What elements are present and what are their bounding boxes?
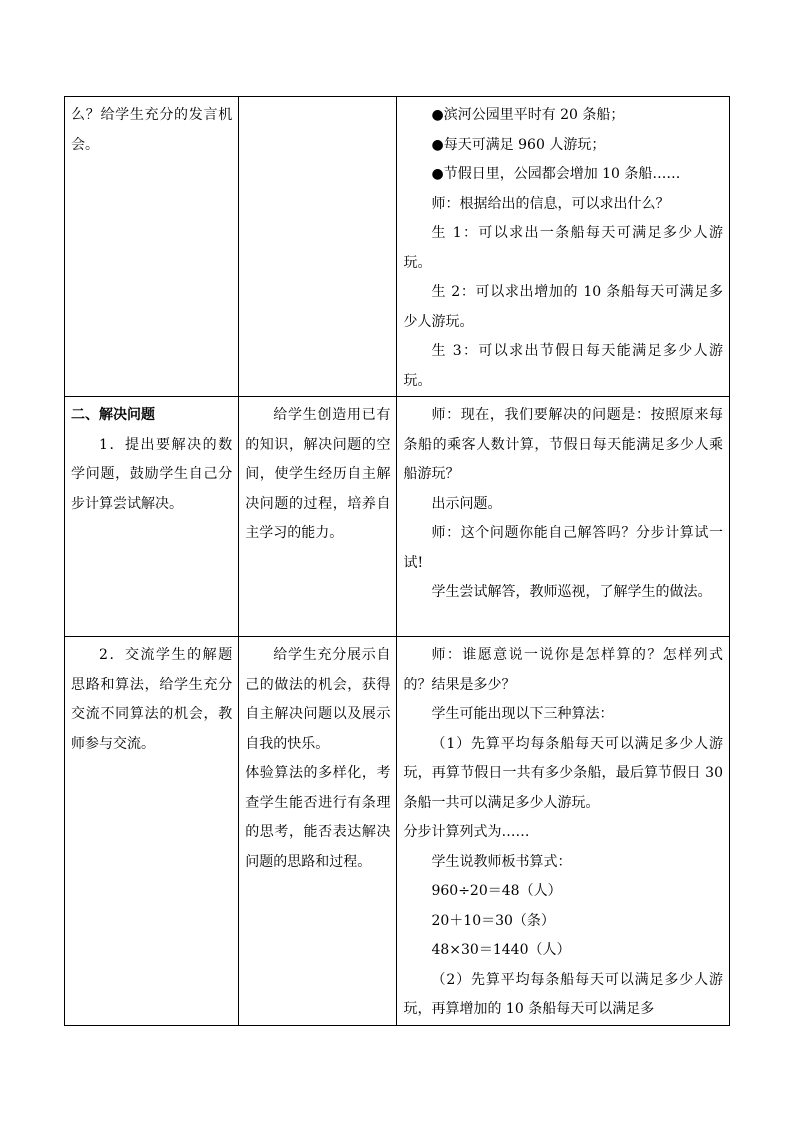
process-text: 学生可能出现以下三种算法： — [431, 706, 614, 722]
process-text: 生 2：可以求出增加的 10 条船每天可满足多少人游玩。 — [403, 284, 723, 330]
equation-text: 960÷20＝48（人） — [431, 883, 562, 899]
process-text: 学生尝试解答，教师巡视，了解学生的做法。 — [431, 584, 712, 600]
activity-text: 2．交流学生的解题思路和算法，给学生充分交流不同算法的机会，教师参与交流。 — [71, 647, 233, 752]
process-text: ●节假日里，公园都会增加 10 条船…… — [431, 166, 681, 182]
equation-text: 48×30＝1440（人） — [431, 942, 571, 958]
intent-cell — [239, 97, 397, 397]
process-text: 师：谁愿意说一说你是怎样算的？怎样列式的？结果是多少？ — [403, 647, 723, 693]
process-text: （1）先算平均每条船每天可以满足多少人游玩，再算节假日一共有多少条船，最后算节假日 30 条船一共可以满足多少人游玩。 — [403, 735, 723, 811]
process-text: 分步计算列式为…… — [403, 824, 530, 840]
process-text: 师：现在，我们要解决的问题是：按照原来每条船的乘客人数计算，节假日每天能满足多少人乘船游玩？ — [403, 407, 723, 482]
intent-text: 体验算法的多样化，考查学生能否进行有条理的思考，能否表达解决问题的思路和过程。 — [245, 765, 391, 870]
process-text: 师：根据给出的信息，可以求出什么？ — [431, 195, 670, 212]
lesson-plan-table — [64, 96, 730, 1026]
process-text: 师：这个问题你能自己解答吗？分步计算试一试! — [403, 525, 723, 571]
activity-cell — [65, 637, 239, 1026]
process-text: 出示问题。 — [431, 495, 502, 512]
process-text: （2）先算平均每条船每天可以满足多少人游玩，再算增加的 10 条船每天可以满足多 — [403, 971, 723, 1017]
process-text: 生 3：可以求出节假日每天能满足多少人游玩。 — [403, 343, 723, 389]
process-cell — [397, 397, 730, 637]
intent-cell — [239, 397, 397, 637]
table-row — [65, 97, 730, 397]
process-cell — [397, 637, 730, 1026]
process-text: ●每天可满足 960 人游玩； — [431, 136, 606, 153]
intent-cell — [239, 637, 397, 1026]
process-text: ●滨河公园里平时有 20 条船； — [431, 107, 625, 123]
intent-text: 给学生充分展示自己的做法的机会，获得自主解决问题以及展示自我的快乐。 — [245, 647, 391, 752]
intent-text: 给学生创造用已有的知识，解决问题的空间，使学生经历自主解决问题的过程，培养自主学习的能力。 — [245, 407, 391, 541]
activity-cell — [65, 97, 239, 397]
table-row — [65, 637, 730, 1026]
process-text: 生 1：可以求出一条船每天可满足多少人游玩。 — [403, 225, 723, 271]
table-row — [65, 397, 730, 637]
activity-text: 么？给学生充分的发言机会。 — [71, 107, 233, 153]
section-heading: 二、解决问题 — [71, 407, 155, 423]
activity-cell — [65, 397, 239, 637]
process-text: 学生说教师板书算式： — [431, 853, 572, 870]
process-cell — [397, 97, 730, 397]
activity-text: 1．提出要解决的数学问题，鼓励学生自己分步计算尝试解决。 — [71, 436, 233, 512]
equation-text: 20＋10＝30（条） — [431, 912, 555, 929]
